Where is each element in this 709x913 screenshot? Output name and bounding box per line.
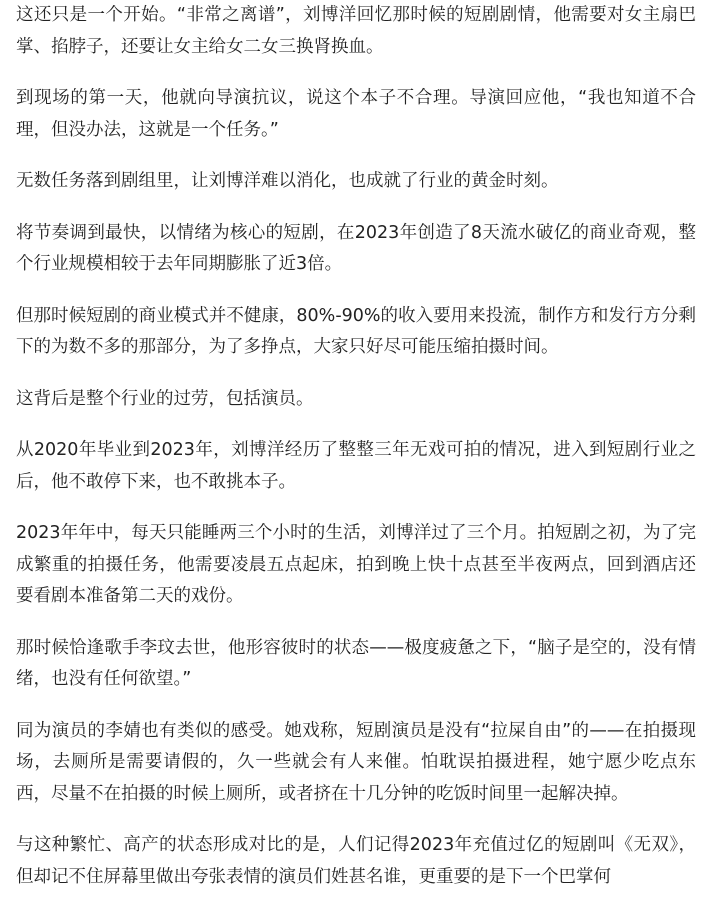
paragraph: 这还只是一个开始。“非常之离谱”，刘博洋回忆那时候的短剧剧情，他需要对女主扇巴掌、掐脖子，还要让女主给女二女三换肾换血。 — [16, 5, 696, 57]
paragraph: 到现场的第一天，他就向导演抗议，说这个本子不合理。导演回应他，“我也知道不合理，但没办法，这就是一个任务。” — [16, 88, 696, 140]
paragraph: 从2020年毕业到2023年，刘博洋经历了整整三年无戏可拍的情况，进入到短剧行业之后，他不敢停下来，也不敢挑本子。 — [16, 440, 696, 492]
article-body — [16, 0, 696, 913]
paragraph: 2023年年中，每天只能睡两三个小时的生活，刘博洋过了三个月。拍短剧之初，为了完成繁重的拍摄任务，他需要凌晨五点起床，拍到晚上快十点甚至半夜两点，回到酒店还要看剧本准备第二天的戏份。 — [16, 523, 696, 606]
paragraph: 但那时候短剧的商业模式并不健康，80%-90%的收入要用来投流，制作方和发行方分剩下的为数不多的那部分，为了多挣点，大家只好尽可能压缩拍摄时间。 — [16, 305, 696, 357]
paragraph: 这背后是整个行业的过劳，包括演员。 — [16, 388, 314, 409]
paragraph: 同为演员的李婧也有类似的感受。她戏称，短剧演员是没有“拉屎自由”的——在拍摄现场，去厕所是需要请假的，久一些就会有人来催。怕耽误拍摄进程，她宁愿少吃点东西，尽量不在拍摄的时候上厕所，或者挤在十几分钟的吃饭时间里一起解决掉。 — [16, 720, 696, 804]
paragraph: 与这种繁忙、高产的状态形成对比的是，人们记得2023年充值过亿的短剧叫《无双》，但却记不住屏幕里做出夸张表情的演员们姓甚名谁，更重要的是下一个巴掌何 — [16, 835, 696, 887]
paragraph: 将节奏调到最快，以情绪为核心的短剧，在2023年创造了8天流水破亿的商业奇观，整个行业规模相较于去年同期膨胀了近3倍。 — [16, 222, 696, 274]
paragraph: 无数任务落到剧组里，让刘博洋难以消化，也成就了行业的黄金时刻。 — [16, 171, 559, 191]
paragraph: 那时候恰逢歌手李玟去世，他形容彼时的状态——极度疲惫之下，“脑子是空的，没有情绪，也没有任何欲望。” — [16, 637, 696, 689]
